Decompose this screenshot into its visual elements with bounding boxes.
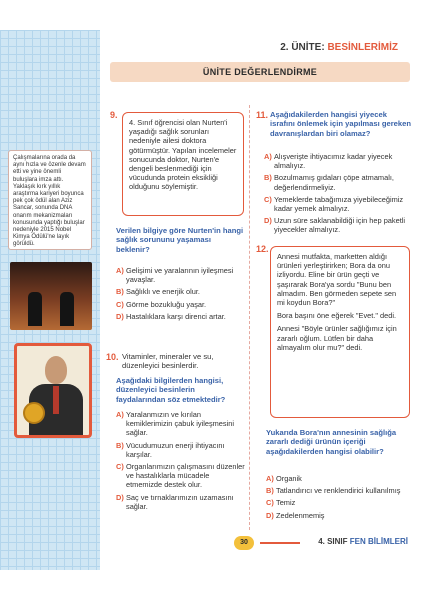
biography-info-box [8, 150, 92, 250]
portrait-tie [53, 386, 59, 414]
photo-figure [28, 292, 42, 326]
option-a[interactable]: A) Organik [266, 474, 302, 483]
option-d[interactable]: D) Hastalıklara karşı direnci artar. [116, 311, 226, 321]
nobel-medal-icon [23, 402, 45, 424]
column-divider [249, 105, 250, 530]
option-a[interactable]: A) Yaralanmızın ve kırılan kemiklerimizin çabuk iyileşmesini sağlar. [116, 410, 235, 438]
question-12-options [266, 474, 412, 523]
option-d[interactable]: D) Uzun süre saklanabildiği için hep paketli yiyecekler almalıyız. [264, 216, 406, 235]
option-c[interactable]: C) Temiz [266, 498, 296, 508]
option-a[interactable]: A) Alışverişte ihtiyacımız kadar yiyecek almalıyız. [264, 152, 393, 171]
section-banner: ÜNİTE DEĞERLENDİRME [110, 62, 410, 82]
unit-title [280, 42, 398, 53]
question-12-number: 12. [256, 244, 269, 254]
question-10-options [116, 410, 246, 514]
option-d[interactable]: D) Saç ve tırnaklarımızın uzamasını sağlar. [116, 492, 234, 511]
option-c[interactable]: C) Görme bozukluğu yaşar. [116, 299, 207, 309]
question-11-options [264, 152, 412, 238]
question-12-box [270, 246, 410, 418]
question-12-box-para-3: Annesi "Böyle ürünler sağlığımız için zararlı oğlum. Lütfen bir daha almayalım olur mu?" dedi. [277, 324, 397, 352]
biography-text: Çalışmalarına orada da aynı hızla ve özenle devam etti ve yine önemli buluşlara imza attı. Yaklaşık kırk yıllık araştırma kariyeri boyunca pek çok ödül alan Aziz Sancar, sonunda DNA onarım mekanizmaları konusunda yaptığı buluşlar nedeniyle 2015 Nobel Kimya Ödülü'ne layık görüldü. [13, 155, 86, 248]
nobel-ceremony-photo [10, 262, 92, 330]
scientist-portrait-photo [14, 343, 92, 438]
subject-label [318, 537, 408, 546]
question-10-prompt: Aşağıdaki bilgilerden hangisi, düzenleyici besinlerin faydalarından söz etmektedir? [116, 376, 226, 404]
portrait-head [45, 356, 67, 384]
option-b[interactable]: B) Vücudumuzun enerji ihtiyacını karşılar. [116, 440, 225, 459]
grade-label: 4. SINIF [318, 537, 348, 546]
question-9-number: 9. [110, 110, 118, 120]
subject-name: FEN BİLİMLERİ [349, 537, 408, 546]
question-10-statement: Vitaminler, mineraler ve su, düzenleyici besinlerdir. [122, 352, 214, 371]
option-a[interactable]: A) Gelişimi ve yaralarının iyileşmesi yavaşlar. [116, 266, 234, 285]
option-d[interactable]: D) Zedelenmemiş [266, 510, 325, 520]
question-9-box-text: 4. Sınıf öğrencisi olan Nurten'i yaşadığı sağlık sorunları nedeniyle ailesi doktora götürmüştür. Yapılan incelemeler sonucunda doktor, Nurten'e dengeli beslenmediği için vücudunda protein eksikliği olduğunu söylemiştir. [129, 118, 237, 192]
question-10-number: 10. [106, 352, 119, 362]
question-12-prompt: Yukarıda Bora'nın annesinin sağlığa zararlı dediği ürünün içeriği aşağıdakilerden hangisi olabilir? [266, 428, 397, 456]
option-c[interactable]: C) Yemeklerde tabağımıza yiyebileceğimiz kadar yemek almalıyız. [264, 194, 404, 214]
question-9-prompt: Verilen bilgiye göre Nurten'in hangi sağlık sorununu yaşaması beklenir? [116, 226, 244, 254]
question-11-prompt: Aşağıdakilerden hangisi yiyecek israfını önlemek için yapılması gereken davranışlardan biri olamaz? [270, 110, 411, 138]
question-12-box-para-2: Bora başını öne eğerek "Evet." dedi. [277, 311, 397, 321]
question-12-box-para-1: Annesi mutfakta, marketten aldığı ürünleri yerleştirirken; Bora da onu izliyordu. Eline bir ürün geçti ve şaşırarak Bora'ya sordu "Bunu ben almadım. Ben görmeden sepete sen mi koydun Bora?" [277, 252, 397, 308]
unit-name: BESİNLERİMİZ [327, 42, 398, 53]
question-9-options [116, 266, 246, 324]
unit-label: 2. ÜNİTE: [280, 42, 325, 53]
photo-figure [60, 292, 74, 326]
page-number: 30 [234, 536, 254, 550]
option-b[interactable]: B) Sağlıklı ve enerjik olur. [116, 287, 200, 297]
question-9-box [122, 112, 244, 216]
option-c[interactable]: C) Organlarımızın çalışmasını düzenler ve hastalıklarla mücadele etmemizde destek olur. [116, 462, 245, 490]
option-b[interactable]: B) Tatlandırıcı ve renklendirici kullanılmış [266, 486, 401, 496]
option-b[interactable]: B) Bozulmamış gıdaları çöpe atmamalı, değerlendirmeliyiz. [264, 173, 394, 192]
footer-accent-bar [260, 542, 300, 544]
question-11-number: 11. [256, 110, 269, 120]
page-footer [150, 536, 420, 550]
